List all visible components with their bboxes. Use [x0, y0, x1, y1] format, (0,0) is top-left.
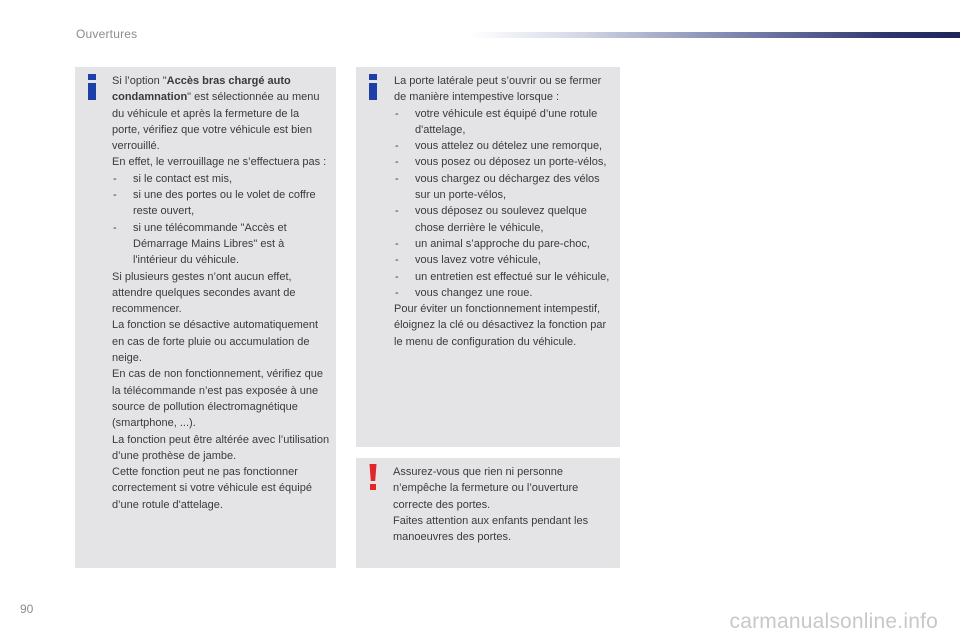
- warning-text: [393, 464, 614, 545]
- bullet-dash: -: [395, 237, 399, 250]
- list-item: - vous chargez ou déchargez des vélos sur un porte-vélos,: [394, 171, 614, 204]
- info-panel-left: [75, 67, 336, 568]
- info-text-right: [394, 73, 614, 350]
- list-item: - votre véhicule est équipé d’une rotule d'attelage,: [394, 106, 614, 139]
- paragraph: La fonction se désactive automatiquement en cas de forte pluie ou accumulation de neige.: [112, 319, 319, 365]
- info-text-left: [112, 73, 330, 513]
- list-item: - vous attelez ou dételez une remorque,: [394, 138, 614, 154]
- info-icon: [364, 74, 382, 100]
- paragraph: Faites attention aux enfants pendant les manoeuvres des portes.: [393, 514, 589, 544]
- list-item: - vous changez une roue.: [394, 285, 614, 301]
- list-item: - si une des portes ou le volet de coffre reste ouvert,: [112, 187, 330, 220]
- bullet-dash: -: [113, 172, 117, 185]
- list-item: - vous lavez votre véhicule,: [394, 252, 614, 268]
- bullet-dash: -: [395, 286, 399, 299]
- paragraph: La fonction peut être altérée avec l’utilisation d’une prothèse de jambe.: [112, 433, 330, 462]
- list-item: - un entretien est effectué sur le véhicule,: [394, 269, 614, 285]
- bullet-dash: -: [395, 270, 399, 283]
- bullet-dash: -: [395, 140, 399, 153]
- paragraph: Si plusieurs gestes n’ont aucun effet, attendre quelques secondes avant de recommencer.: [112, 270, 296, 316]
- page-number: 90: [20, 602, 34, 616]
- warning-icon: [364, 464, 382, 490]
- list-item: - un animal s’approche du pare-choc,: [394, 236, 614, 252]
- list-item: - vous déposez ou soulevez quelque chose derrière le véhicule,: [394, 203, 614, 236]
- warning-panel: [356, 458, 620, 568]
- option-name: Accès bras chargé auto condamnation: [112, 75, 291, 104]
- bullet-dash: -: [395, 254, 399, 267]
- paragraph: En cas de non fonctionnement, vérifiez que la télécommande n’est pas exposée à une source de pollution électromagnétique (smartphone, ...).: [112, 368, 323, 430]
- bullet-dash: -: [113, 221, 117, 234]
- bullet-dash: -: [395, 156, 399, 169]
- bullet-dash: -: [395, 205, 399, 218]
- list-item: - si le contact est mis,: [112, 171, 330, 187]
- intro-paragraph: Si l’option "Accès bras chargé auto condamnation" est sélectionnée au menu du véhicule et après la fermeture de la porte, vérifiez que votre véhicule est bien verrouillé.: [112, 75, 320, 153]
- watermark-text: carmanualsonline.info: [729, 610, 938, 633]
- paragraph: Cette fonction peut ne pas fonctionner correctement si votre véhicule est équipé d’une rotule d'attelage.: [112, 466, 312, 511]
- page-header-title: Ouvertures: [76, 27, 138, 41]
- bullet-dash: -: [395, 172, 399, 185]
- bullet-dash: -: [113, 189, 117, 202]
- list-item: - vous posez ou déposez un porte-vélos,: [394, 154, 614, 170]
- header-gradient-bar: [470, 32, 960, 38]
- info-icon: [83, 74, 101, 100]
- paragraph: Assurez-vous que rien ni personne n’empêche la fermeture ou l’ouverture correcte des portes.: [393, 466, 579, 511]
- info-panel-right-top: [356, 67, 620, 447]
- list-item: - si une télécommande "Accès et Démarrage Mains Libres" est à l'intérieur du véhicule.: [112, 220, 330, 269]
- paragraph: Pour éviter un fonctionnement intempestif, éloignez la clé ou désactivez la fonction par le menu de configuration du véhicule.: [394, 303, 607, 348]
- paragraph: En effet, le verrouillage ne s’effectuera pas :: [112, 156, 327, 169]
- bullet-dash: -: [395, 107, 399, 120]
- intro-paragraph: La porte latérale peut s’ouvrir ou se fermer de manière intempestive lorsque :: [394, 75, 602, 104]
